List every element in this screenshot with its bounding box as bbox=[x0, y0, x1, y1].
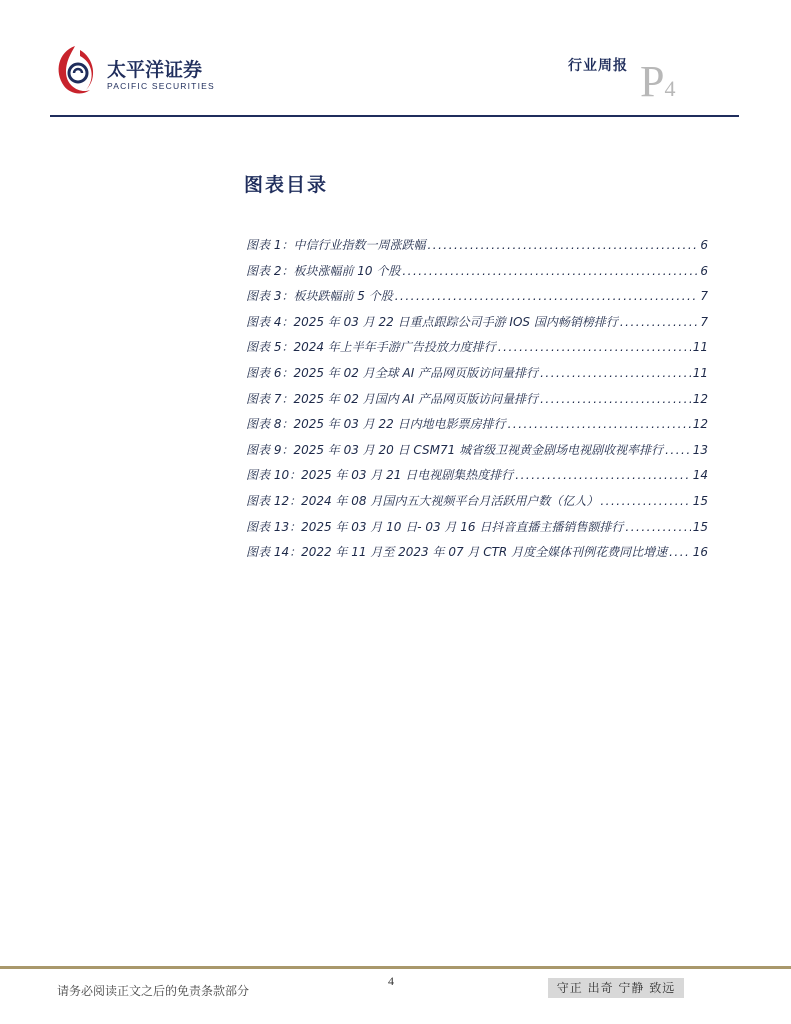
toc-item-page: 12 bbox=[692, 391, 708, 406]
toc-item[interactable] bbox=[246, 518, 708, 544]
page-mark bbox=[640, 57, 676, 106]
toc-dot-leader bbox=[600, 494, 690, 508]
logo-name-cn: 太平洋证券 bbox=[107, 59, 203, 81]
toc-dot-leader bbox=[427, 238, 698, 252]
toc-dot-leader bbox=[498, 340, 691, 354]
company-logo bbox=[50, 42, 215, 102]
toc-item[interactable] bbox=[246, 236, 708, 262]
toc-dot-leader bbox=[620, 315, 699, 329]
toc-item-page: 6 bbox=[700, 238, 708, 252]
toc-dot-leader bbox=[540, 392, 691, 406]
footer-motto: 守正 出奇 宁静 致远 bbox=[548, 978, 684, 998]
pacific-securities-logo-icon bbox=[50, 42, 102, 102]
toc-dot-leader bbox=[665, 443, 691, 457]
toc-dot-leader bbox=[625, 520, 690, 534]
toc-item-page: 11 bbox=[692, 340, 708, 355]
toc-item[interactable] bbox=[246, 364, 708, 390]
toc-item[interactable] bbox=[246, 415, 708, 441]
toc-dot-leader bbox=[515, 468, 690, 482]
toc-item[interactable] bbox=[246, 441, 708, 467]
toc-list bbox=[246, 236, 708, 569]
toc-item-page: 15 bbox=[692, 519, 708, 534]
toc-item-label: 图表 8：2025 年 03 月 22 日内地电影票房排行 bbox=[246, 417, 506, 432]
toc-dot-leader bbox=[508, 417, 691, 431]
toc-item-page: 15 bbox=[692, 493, 708, 508]
report-type: 行业周报 bbox=[568, 58, 628, 74]
toc-item[interactable] bbox=[246, 338, 708, 364]
toc-dot-leader bbox=[395, 289, 699, 303]
footer-disclaimer: 请务必阅读正文之后的免责条款部分 bbox=[57, 984, 250, 998]
toc-title: 图表目录 bbox=[244, 174, 329, 196]
toc-item-page: 11 bbox=[692, 365, 708, 380]
toc-item-label: 图表 10：2025 年 03 月 21 日电视剧集热度排行 bbox=[246, 468, 514, 483]
toc-dot-leader bbox=[669, 545, 691, 559]
footer-page-number: 4 bbox=[388, 974, 394, 988]
toc-item[interactable] bbox=[246, 492, 708, 518]
toc-item-page: 7 bbox=[700, 314, 708, 329]
page-mark-number: 4 bbox=[664, 76, 676, 101]
toc-item-page: 13 bbox=[692, 442, 708, 457]
toc-item-label: 图表 13：2025 年 03 月 10 日- 03 月 16 日抖音直播主播销售额排行 bbox=[246, 519, 624, 534]
toc-item-label: 图表 14：2022 年 11 月至 2023 年 07 月 CTR 月度全媒体刊例花费同比增速 bbox=[246, 545, 668, 560]
logo-name-en: PACIFIC SECURITIES bbox=[107, 81, 215, 91]
toc-item-label: 图表 9：2025 年 03 月 20 日 CSM71 城省级卫视黄金剧场电视剧收视率排行 bbox=[246, 442, 664, 457]
toc-item-label: 图表 7：2025 年 02 月国内 AI 产品网页版访问量排行 bbox=[246, 391, 539, 406]
toc-dot-leader bbox=[540, 366, 691, 380]
toc-item-label: 图表 6：2025 年 02 月全球 AI 产品网页版访问量排行 bbox=[246, 365, 539, 380]
page-mark-letter: P bbox=[640, 57, 665, 106]
footer-divider bbox=[0, 966, 791, 969]
toc-item-label: 图表 4：2025 年 03 月 22 日重点跟踪公司手游 IOS 国内畅销榜排行 bbox=[246, 314, 618, 329]
toc-item-label: 图表 5：2024 年上半年手游广告投放力度排行 bbox=[246, 340, 496, 355]
toc-item-label: 图表 1：中信行业指数一周涨跌幅 bbox=[246, 238, 426, 252]
toc-item[interactable] bbox=[246, 543, 708, 569]
toc-dot-leader bbox=[402, 264, 698, 278]
toc-item[interactable] bbox=[246, 390, 708, 416]
toc-item-label: 图表 3：板块跌幅前 5 个股 bbox=[246, 289, 393, 304]
toc-item[interactable] bbox=[246, 262, 708, 288]
toc-item-page: 12 bbox=[692, 417, 708, 432]
toc-item[interactable] bbox=[246, 466, 708, 492]
toc-item-page: 6 bbox=[700, 263, 708, 278]
toc-item-page: 7 bbox=[700, 289, 708, 304]
toc-item[interactable] bbox=[246, 313, 708, 339]
toc-item-page: 14 bbox=[692, 468, 708, 483]
toc-item-label: 图表 12：2024 年 08 月国内五大视频平台月活跃用户数（亿人） bbox=[246, 493, 599, 508]
toc-item[interactable] bbox=[246, 287, 708, 313]
toc-item-page: 16 bbox=[692, 545, 708, 560]
toc-item-label: 图表 2：板块涨幅前 10 个股 bbox=[246, 263, 401, 278]
header-divider bbox=[50, 115, 739, 117]
